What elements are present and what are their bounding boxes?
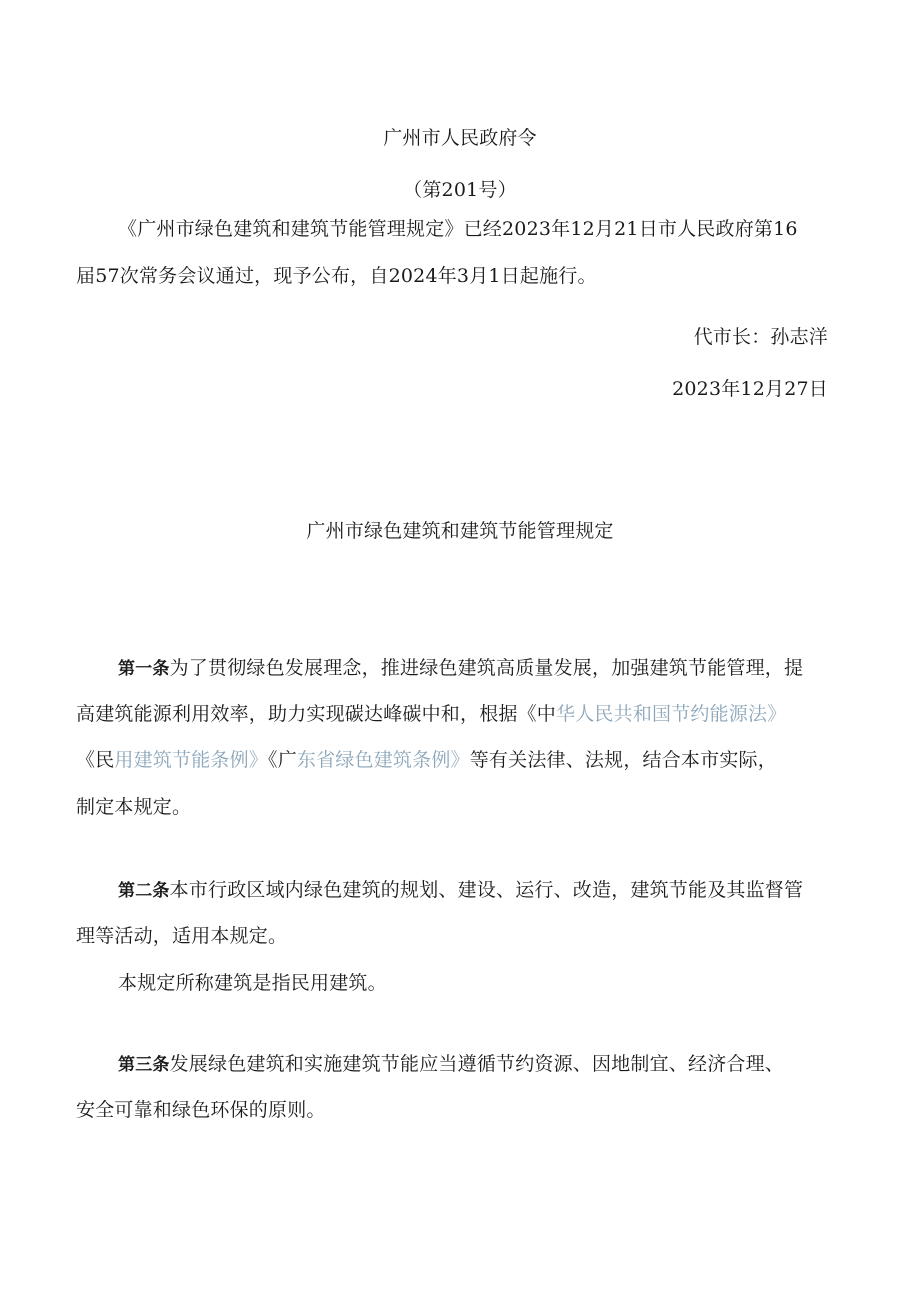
- civil-building-energy-regulation-link[interactable]: 用建筑节能条例》: [114, 749, 269, 771]
- article-1-text-3a: 《民: [76, 749, 115, 771]
- article-2-label: 第二条: [118, 881, 170, 901]
- article-1-text-2: 高建筑能源利用效率，助力实现碳达峰碳中和，根据《中: [76, 703, 557, 725]
- article-2-text-1: 本市行政区域内绿色建筑的规划、建设、运行、改造，建筑节能及其监督管: [169, 879, 804, 901]
- article-1-line-2: [76, 701, 786, 727]
- article-2-line-1: [118, 877, 803, 904]
- decree-title: 广州市人民政府令: [383, 127, 537, 149]
- article-3-label: 第三条: [118, 1055, 170, 1075]
- article-2-paragraph-2: 本规定所称建筑是指民用建筑。: [118, 972, 387, 994]
- guangdong-green-building-regulation-link[interactable]: 东省绿色建筑条例》: [296, 749, 470, 771]
- article-1-text-3c: 等有关法律、法规，结合本市实际，: [469, 749, 777, 771]
- energy-conservation-law-link[interactable]: 华人民共和国节约能源法》: [556, 703, 787, 725]
- article-3-text-1: 发展绿色建筑和实施建筑节能应当遵循节约资源、因地制宜、经济合理、: [169, 1053, 785, 1075]
- decree-intro-line-1: 《广州市绿色建筑和建筑节能管理规定》已经2023年12月21日市人民政府第16: [118, 218, 798, 240]
- article-1-text-3b: 《广: [268, 749, 297, 771]
- article-3-line-2: 安全可靠和绿色环保的原则。: [76, 1099, 326, 1121]
- article-1-line-3: [76, 747, 777, 773]
- regulation-title: 广州市绿色建筑和建筑节能管理规定: [306, 520, 614, 542]
- decree-date: 2023年12月27日: [672, 378, 828, 400]
- article-1-label: 第一条: [118, 659, 170, 679]
- decree-intro-line-2: 届57次常务会议通过，现予公布，自2024年3月1日起施行。: [76, 265, 597, 287]
- decree-number: （第201号）: [403, 179, 517, 201]
- article-1-line-4: 制定本规定。: [76, 796, 192, 818]
- article-1-text-1: 为了贯彻绿色发展理念，推进绿色建筑高质量发展，加强建筑节能管理，提: [169, 657, 804, 679]
- article-3-line-1: [118, 1051, 784, 1078]
- article-2-line-2: 理等活动，适用本规定。: [76, 925, 288, 947]
- decree-signature: 代市长：孙志洋: [693, 326, 828, 348]
- article-1-line-1: [118, 655, 803, 682]
